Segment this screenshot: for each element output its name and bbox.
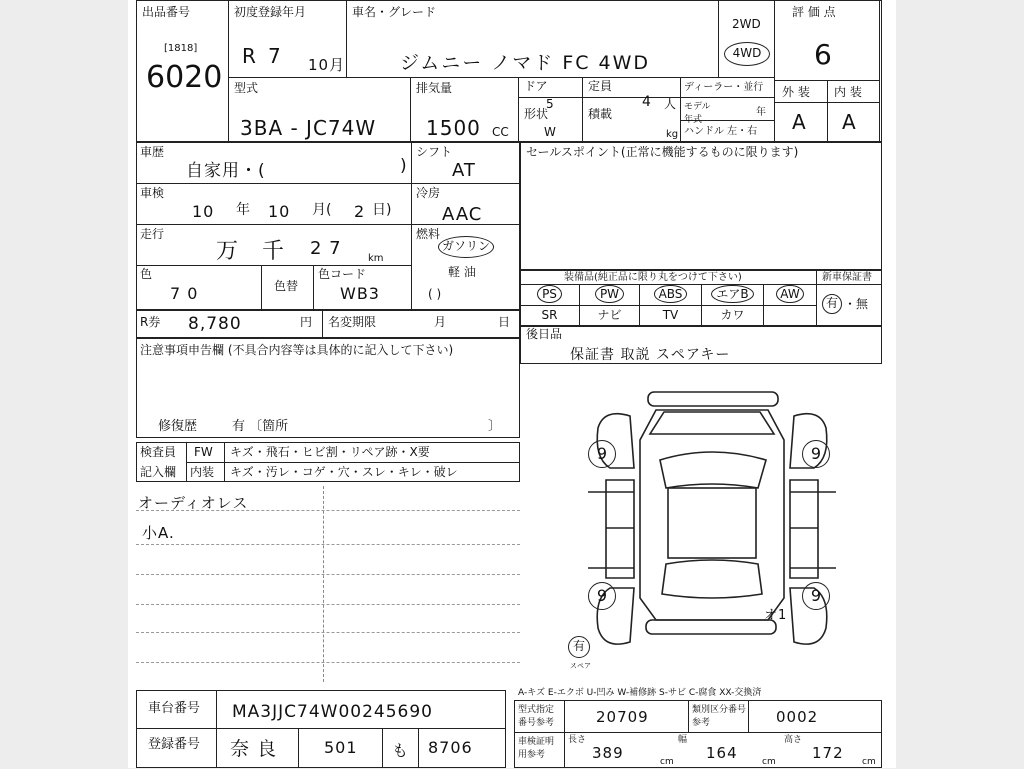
title-month: 月 [434,315,447,329]
model-value: 3BA - JC74W [240,116,377,140]
score-value: 6 [814,38,833,71]
person-unit: 人 [664,97,677,111]
shift-value: AT [452,160,476,181]
accessories-label: 後日品 [526,327,563,341]
first-reg-era: R [242,44,257,68]
handwritten-note-2: 小A. [142,524,175,542]
repair-label: 修復歴 [158,419,198,434]
chassis-label: 車台番号 [148,701,201,716]
kg-unit: kg [666,129,679,140]
equip-leather: カワ [720,308,745,322]
capacity-value: 4 [642,94,651,110]
windshield [660,452,766,488]
mileage-digits: 2 7 [310,238,342,259]
equip-airbag [711,285,753,303]
model-desig-label: 型式指定番号参考 [518,705,555,728]
warranty-none: ・無 [844,297,869,311]
ext-grade: A [792,110,807,134]
warranty-circle [822,294,842,314]
tire-front-left [588,440,616,468]
equip-tv: TV [662,308,679,322]
car-name: ジムニー ノマド FC 4WD [400,52,651,74]
mileage-man: 万 [216,239,240,264]
car-body-outline [640,410,784,620]
inspector-label-1: 検査員 [140,445,177,459]
notes-label: 注意事項申告欄 (不具合内容等は具体的に記入して下さい) [140,343,454,357]
recycle-label: R券 [140,315,161,329]
usage-label: 車歴 [140,145,165,159]
displacement-value: 1500 [426,116,481,140]
fw-text: キズ・飛石・ヒビ割・リペア跡・X要 [230,445,430,459]
color-code-value: WB3 [340,284,380,303]
year-unit: 年 [756,107,766,118]
model-desig-value: 20709 [596,708,649,726]
color-change-label: 色替 [274,279,299,293]
first-reg-month: 10月 [308,56,346,74]
shape-value: W [544,125,556,139]
fuel-gasoline-circle [438,236,494,258]
spare-tire-mark [568,636,590,658]
repair-value: 有 〔箇所 [232,419,289,434]
equip-abs-text: ABS [658,287,683,301]
model-year-label: モデル年式 [684,102,711,125]
chassis-value: MA3JJC74W00245690 [232,702,433,722]
hood [650,412,774,434]
ac-label: 冷房 [416,186,441,200]
width-label: 幅 [678,735,688,745]
int-grade: A [842,110,857,134]
equip-airbag-text: エアB [716,287,749,301]
lot-number: 6020 [146,60,223,95]
tire-front-right [802,440,830,468]
color-code-label: 色コード [318,267,367,281]
spare-label: スペア [570,662,591,670]
first-reg-label: 初度登録年月 [234,5,307,19]
car-name-label: 車名・グレード [352,5,437,19]
shaken-month-char: 月( [312,202,332,218]
recycle-value: 8,780 [188,314,242,334]
usage-value: 自家用・( [186,161,266,181]
lot-label: 出品番号 [142,5,191,19]
width-value: 164 [706,744,738,762]
left-doors [606,480,634,578]
registration-label: 登録番号 [148,737,201,752]
rear-window [662,560,762,598]
equip-ps-text: PS [542,287,557,301]
cert-label: 車検証明用参考 [518,737,555,760]
class-desig-label: 類別区分番号参考 [692,705,747,728]
shaken-label: 車検 [140,186,165,200]
fuel-paren: ( ) [428,287,442,301]
fw-label: FW [194,445,213,459]
equip-navi: ナビ [597,308,622,322]
shaken-month: 10 [268,202,291,221]
shaken-year: 10 [192,202,215,221]
first-reg-year: 7 [268,44,282,68]
length-unit: cm [660,757,674,767]
recycle-yen: 円 [300,315,313,329]
tire-rear-left [588,582,616,610]
ac-value: AAC [442,204,483,225]
load-label: 積載 [588,107,613,121]
inspector-label-2: 記入欄 [140,465,177,479]
int-label: 内 装 [834,85,862,99]
height-value: 172 [812,744,844,762]
mileage-km: km [368,253,384,264]
handle-label: ハンドル 左・右 [684,126,758,137]
drive-4wd: 4WD [732,46,762,60]
width-unit: cm [762,757,776,767]
length-label: 長さ [568,735,587,745]
front-bumper [648,392,778,406]
registration-area: 奈 良 [230,738,278,760]
shaken-day: 2 [354,202,366,221]
doors-value: 5 [546,97,554,111]
warranty-label: 新車保証書 [822,272,872,283]
title-expiry-label: 名変期限 [328,315,377,329]
tire-rear-left-mark: 9 [596,586,608,605]
fuel-gasoline: ガソリン [441,239,490,253]
auction-sheet [128,0,896,768]
title-day: 日 [498,315,511,329]
shift-label: シフト [416,145,453,159]
equip-abs [654,285,688,303]
handwritten-note-1: オーディオレス [138,494,249,512]
sales-points-label: セールスポイント(正常に機能するものに限ります) [526,145,799,159]
equip-ps [537,285,562,303]
equipment-label: 装備品(純正品に限り丸をつけて下さい) [564,272,742,283]
rear-bumper [646,620,776,634]
shaken-day-char: 日) [372,202,392,218]
sales-points-block [520,142,882,270]
length-value: 389 [592,744,624,762]
drive-2wd: 2WD [732,17,761,31]
equip-pw [595,285,624,303]
doors-label: ドア [524,79,548,93]
usage-close: ) [400,156,408,176]
roof [668,488,756,558]
interior-label: 内装 [190,465,215,479]
repair-close: 〕 [488,419,502,434]
tire-front-left-mark: 9 [596,444,608,463]
displacement-label: 排気量 [416,81,453,95]
car-diagram [568,388,848,672]
tire-front-right-mark: 9 [810,444,822,463]
registration-kana: も [392,741,410,760]
capacity-label: 定員 [588,79,613,93]
model-label: 型式 [234,81,259,95]
equip-aw-text: AW [780,287,800,301]
equip-aw [776,285,803,303]
height-unit: cm [862,757,876,767]
accessories-value: 保証書 取説 スペアキー [570,347,731,363]
spare-tire-text: 有 [572,639,585,653]
mileage-sen: 千 [262,239,286,264]
cc-unit: CC [492,125,509,139]
ext-label: 外 装 [782,85,810,99]
damage-legend: A-キズ E-エクボ U-凹み W-補修跡 S-サビ C-腐食 XX-交換済 [518,688,762,698]
fuel-label: 燃料 [416,227,441,241]
shape-label: 形状 [524,107,549,121]
color-label: 色 [140,267,153,281]
fuel-diesel: 軽 油 [448,265,476,279]
tire-rear-right [802,582,830,610]
equip-sr: SR [541,308,558,322]
class-desig-value: 0002 [776,708,819,726]
right-doors [790,480,818,578]
registration-class: 501 [324,738,358,757]
equip-pw-text: PW [599,287,620,301]
lot-small: [1818] [164,43,198,54]
mileage-label: 走行 [140,227,165,241]
registration-number: 8706 [428,738,473,757]
dealer-label: ディーラー・並行 [684,82,764,93]
warranty-yes: 有 [825,296,838,310]
shaken-year-char: 年 [236,202,250,218]
drive-4wd-circle [724,42,770,66]
score-label: 評 価 点 [792,5,836,19]
tire-rear-right-mark: 9 [810,586,822,605]
color-value: 7 0 [170,284,199,303]
interior-text: キズ・汚レ・コゲ・穴・スレ・キレ・破レ [230,465,458,479]
height-label: 高さ [784,735,803,745]
diagram-note: オ1 [764,608,788,623]
